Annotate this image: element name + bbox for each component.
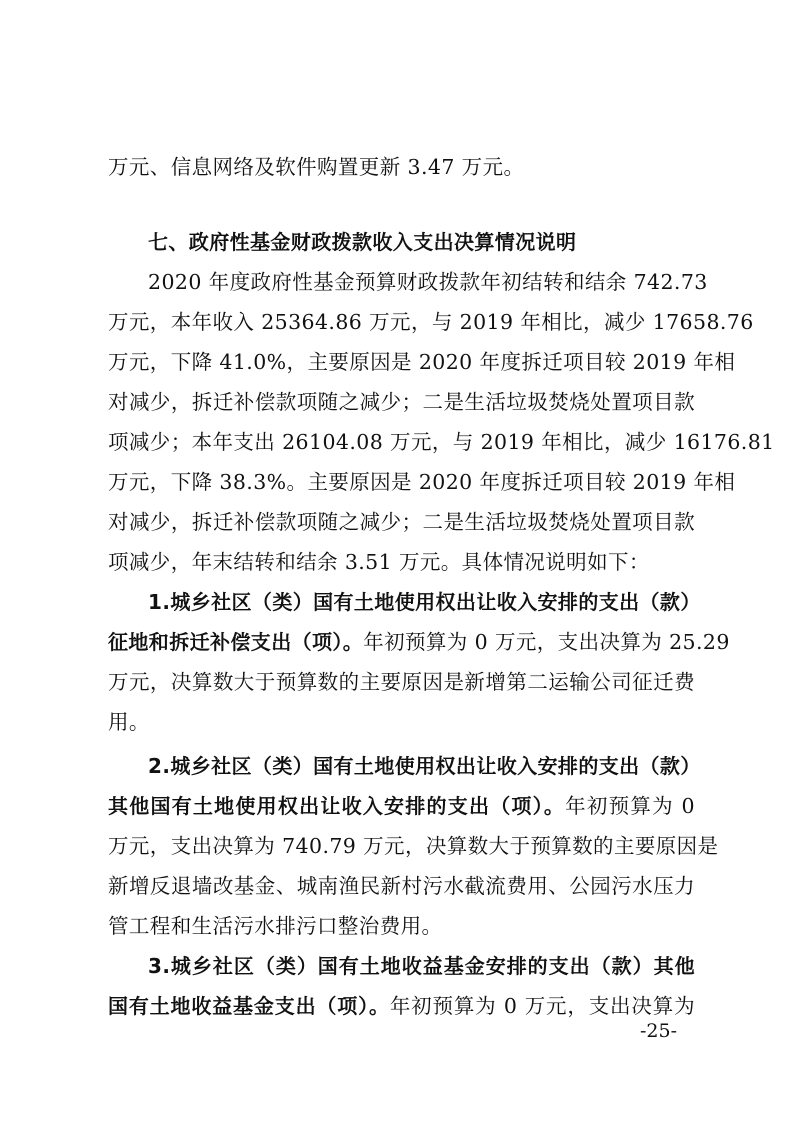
summary-line-6: 万元，下降 38.3%。主要原因是 2020 年度拆迁项目较 2019 年相 — [108, 470, 736, 494]
item-2-line-5: 管工程和生活污水排污口整治费用。 — [108, 914, 443, 938]
item-1-line-2 — [108, 622, 730, 662]
summary-line-8: 项减少，年末结转和结余 3.51 万元。具体情况说明如下： — [108, 550, 650, 574]
summary-line-3: 万元，下降 41.0%，主要原因是 2020 年度拆迁项目较 2019 年相 — [108, 350, 736, 374]
item-3-title-line: 3.城乡社区（类）国有土地收益基金安排的支出（款）其他 — [148, 954, 695, 978]
item-1-subtitle: 征地和拆迁补偿支出（项）。 — [108, 630, 364, 654]
summary-line-5: 项减少；本年支出 26104.08 万元，与 2019 年相比，减少 16176.81 — [108, 430, 775, 454]
item-3-line-2 — [108, 986, 695, 1026]
summary-line-7: 对减少，拆迁补偿款项随之减少；二是生活垃圾焚烧处置项目款 — [108, 510, 695, 534]
summary-line-2: 万元，本年收入 25364.86 万元，与 2019 年相比，减少 17658.76 — [108, 310, 754, 334]
item-2-subtitle: 其他国有土地使用权出让收入安排的支出（项）。 — [108, 794, 566, 818]
item-2-line-2 — [108, 786, 695, 826]
item-2-budget-text: 年初预算为 0 — [565, 794, 695, 818]
item-1-line-4: 用。 — [108, 710, 150, 734]
item-3-budget-text: 年初预算为 0 万元，支出决算为 — [389, 994, 695, 1018]
item-1-budget-text: 年初预算为 0 万元，支出决算为 25.29 — [363, 630, 730, 654]
item-2-title-line: 2.城乡社区（类）国有土地使用权出让收入安排的支出（款） — [148, 754, 701, 778]
item-1-title-line: 1.城乡社区（类）国有土地使用权出让收入安排的支出（款） — [148, 590, 701, 614]
item-2-line-3: 万元，支出决算为 740.79 万元，决算数大于预算数的主要原因是 — [108, 834, 719, 858]
page-number: -25- — [640, 1020, 678, 1042]
summary-line-1: 2020 年度政府性基金预算财政拨款年初结转和结余 742.73 — [148, 270, 708, 294]
item-1-line-3: 万元，决算数大于预算数的主要原因是新增第二运输公司征迁费 — [108, 670, 695, 694]
continued-text-line: 万元、信息网络及软件购置更新 3.47 万元。 — [108, 155, 525, 179]
section-heading: 七、政府性基金财政拨款收入支出决算情况说明 — [148, 230, 577, 254]
item-3-subtitle: 国有土地收益基金支出（项）。 — [108, 994, 390, 1018]
item-2-line-4: 新增反退墙改基金、城南渔民新村污水截流费用、公园污水压力 — [108, 874, 695, 898]
summary-line-4: 对减少，拆迁补偿款项随之减少；二是生活垃圾焚烧处置项目款 — [108, 390, 695, 414]
